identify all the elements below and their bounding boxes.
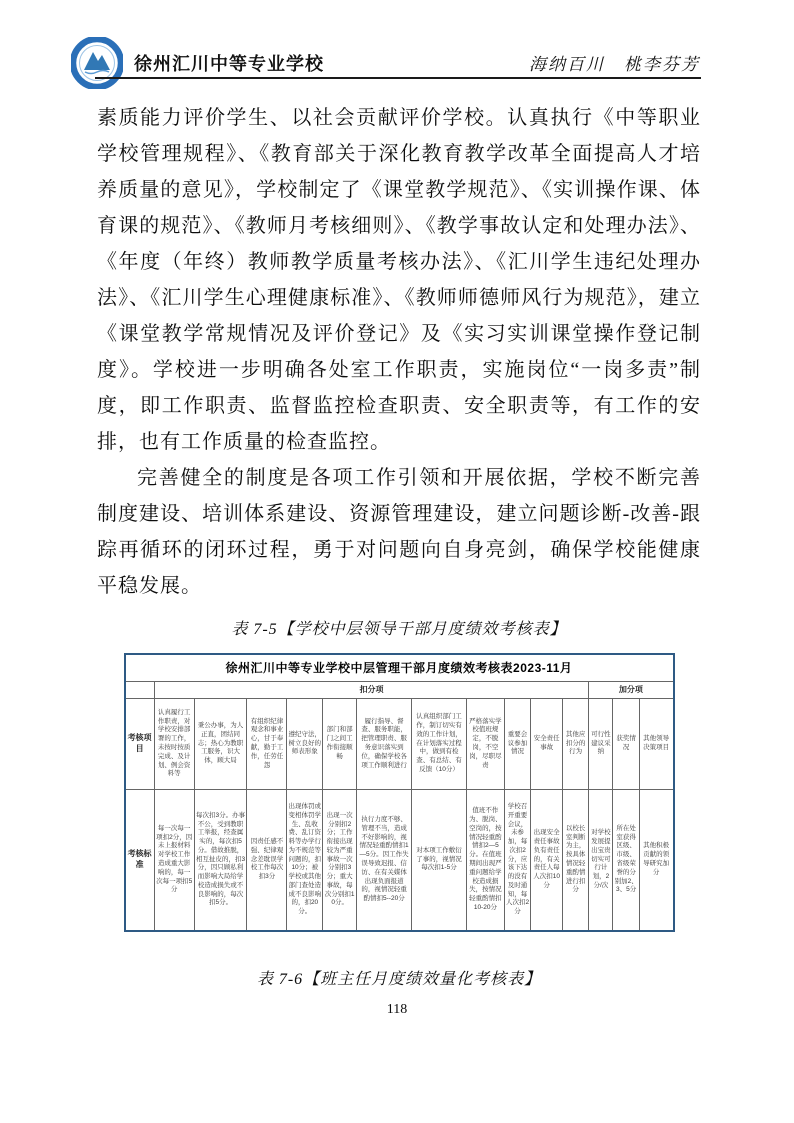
item-cell: 获奖情况 [613,699,639,790]
table-7-6-caption: 表 7-6【班主任月度绩效量化考核表】 [256,971,542,988]
standard-cell: 以校长室判断为主，按具体情况轻重酌情进行扣分 [563,790,589,932]
item-cell: 履行指导、督查、服务职能，把管理职责、服务意识落实到位，确保学校各项工作顺利进行 [357,699,412,790]
item-cell: 重要会议参加情况 [504,699,530,790]
assessment-table-image [124,653,675,932]
band-corner-cell [125,682,155,699]
standard-cell: 其他积极贡献的领导研究加分 [639,790,673,932]
table-7-5-caption: 表 7-5【学校中层领导干部月度绩效考核表】 [231,621,567,638]
table-title: 徐州汇川中等专业学校中层管理干部月度绩效考核表2023-11月 [125,654,674,682]
item-cell: 部门和部门之间工作衔接顺畅 [323,699,357,790]
standard-cell: 每一次每一项扣2分，因未上报材料对学校工作造成重大影响的，每一次每一项扣5分 [154,790,194,932]
standard-cell: 对本项工作敷衍了事的，视情况每次扣1-5分 [412,790,467,932]
item-cell: 严格落实学校值班规定，不脱岗，不空岗，尽职尽责 [466,699,504,790]
header-divider [95,77,701,79]
item-cell: 可行性建议采纳 [589,699,613,790]
body-paragraph-2: 完善健全的制度是各项工作引领和开展依据，学校不断完善制度建设、培训体系建设、资源管理建设，建立问题诊断-改善-跟踪再循环的闭环过程，勇于对问题向自身亮剑，确保学校能健康平稳发展。 [97,467,701,597]
item-cell: 有组织纪律观念和事业心，甘于奉献，勤于工作，任劳任怨 [247,699,287,790]
items-row-label: 考核项目 [125,699,155,790]
standards-row-label: 考核标准 [125,790,155,932]
standard-cell: 出现安全责任事故负有责任的，有关责任人每人次扣10分 [531,790,563,932]
item-cell: 认真组织部门工作，制订切实有效的工作计划，在计划落实过程中，做到有检查、有总结、有反馈（10分） [412,699,467,790]
page-content [97,100,701,989]
standard-cell: 每次扣3分。办事不公，受到教职工举报，经查属实的，每次扣5分。借故推脱，相互扯皮的，扣3分，因只顾私利而影响大局给学校造成损失或不良影响的，每次扣5分。 [194,790,247,932]
page-number: 118 [386,1002,408,1017]
standard-cell: 所在处室获得区级、市级、省级荣誉的分别加2、3、5分 [613,790,639,932]
school-logo-icon [71,37,123,89]
school-name: 徐州汇川中等专业学校 [134,54,324,74]
standard-cell: 因责任感不强、纪律观念差耽误学校工作每次扣3分 [247,790,287,932]
standard-cell: 执行力度不够、管理不当，造成不好影响的，视情况轻重酌情扣1—5分。因工作失误导致迟报、信访、在有关媒体出现负面报道的，视情况轻重酌情扣5--20分 [357,790,412,932]
standard-cell: 对学校发展提出宝贵切实可行计划，2分/次 [589,790,613,932]
assessment-table [124,653,675,932]
deduction-section-header: 扣分项 [154,682,589,699]
body-paragraph-1: 素质能力评价学生、以社会贡献评价学校。认真执行《中等职业学校管理规程》、《教育部关于深化教育教学改革全面提高人才培养质量的意见》，学校制定了《课堂教学规范》、《实训操作课、体育课的规范》、《教师月考核细则》、《教学事故认定和处理办法》、《年度（年终）教师教学质量考核办法》、《汇川学生违纪处理办法》、《汇川学生心理健康标准》、《教师师德师风行为规范》，建立《课堂教学常规情况及评价登记》及《实习实训课堂操作登记制度》。学校进一步明确各处室工作职责，实施岗位“一岗多责”制度，即工作职责、监督监控检查职责、安全职责等，有工作的安排，也有工作质量的检查监控。 [97,107,701,453]
standard-cell: 值班不作为、脱岗、空岗的，按情况轻重酌情扣2—5分。在值班期间出现严重问题给学校造成损失，按情况轻重酌情扣10-20分 [466,790,504,932]
item-cell: 安全责任事故 [531,699,563,790]
item-cell: 认真履行工作职责，对学校安排部署的工作，未按时按质完成、及计划、例会资料等 [154,699,194,790]
school-motto: 海纳百川 桃李芬芳 [529,55,700,74]
standard-cell: 学校召开重要会议，未参加，每次扣2分，应该下达的没有及时通知，每人次扣2分 [504,790,530,932]
page-header [0,0,794,96]
item-cell: 其他领导决策项目 [639,699,673,790]
standard-cell: 出现体罚或变相体罚学生、乱收费、乱订资料等办学行为不规范等问题的，扣10分；被学校或其他部门查处造成不良影响的，扣20分。 [287,790,323,932]
item-cell: 秉公办事，为人正直，团结同志；热心为教职工服务，识大体，顾大局 [194,699,247,790]
item-cell: 其他应扣分的行为 [563,699,589,790]
item-cell: 遵纪守法，树立良好的师表形象 [287,699,323,790]
standard-cell: 出现一次分别扣2分；工作衔接出现较为严重事故一次分别扣3分；重大事故，每次分别扣10分。 [323,790,357,932]
bonus-section-header: 加分项 [589,682,674,699]
